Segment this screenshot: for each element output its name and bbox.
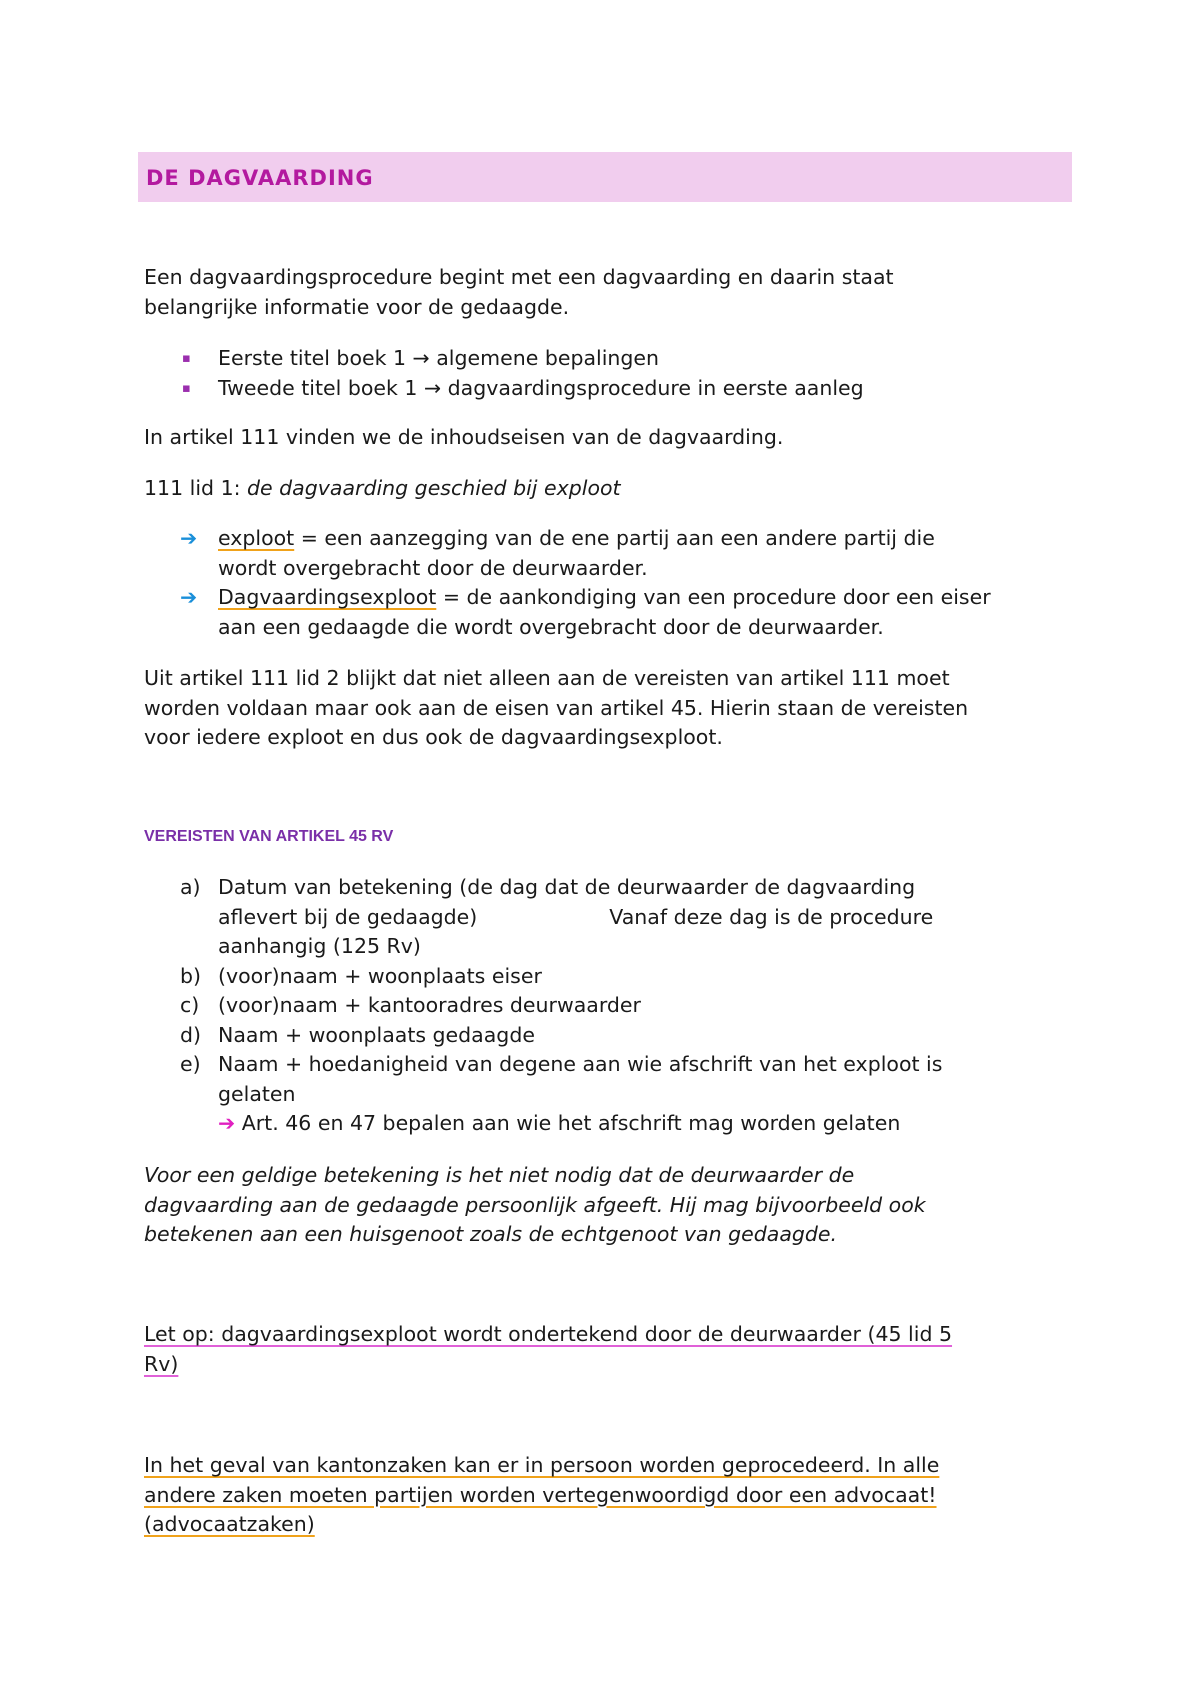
requirement-e-line-1: Naam + hoedanigheid van degene aan wie afschrift van het exploot is: [218, 1052, 943, 1076]
requirement-a-line-2b: Vanaf deze dag is de procedure: [609, 904, 934, 929]
let-op-line-1: Let op: dagvaardingsexploot wordt ondertekend door de deurwaarder (45 lid 5: [144, 1322, 953, 1346]
requirement-a-line-2a: aflevert bij de gedaagde): [218, 904, 478, 929]
list-item: [144, 524, 1064, 583]
lid-1-prefix: 111 lid 1:: [144, 476, 248, 500]
kanton-line-1: In het geval van kantonzaken kan er in persoon worden geprocedeerd. In alle: [144, 1453, 940, 1477]
definition-list: [144, 524, 1064, 642]
definition-text: = een aanzegging van de ene partij aan een andere partij die: [294, 526, 935, 550]
arrow-right-icon: ➔: [180, 526, 198, 550]
heading-band: [138, 152, 1072, 202]
list-item: [144, 344, 1064, 374]
requirement-e-line-2: gelaten: [218, 1081, 296, 1106]
kanton-paragraph: [144, 1451, 1064, 1540]
lid-1-paragraph: [144, 474, 1064, 504]
kanton-line-2: andere zaken moeten partijen worden vertegenwoordigd door een advocaat!: [144, 1482, 937, 1507]
article-111-paragraph: [144, 423, 1064, 453]
term-exploot: exploot: [218, 526, 295, 550]
requirement-a-line-1: Datum van betekening (de dag dat de deurwaarder de dagvaarding: [218, 875, 916, 899]
arrow-right-icon: ➔: [180, 585, 198, 609]
intro-line-1: Een dagvaardingsprocedure begint met een dagvaarding en daarin staat: [144, 265, 894, 289]
italic-note-line-3: betekenen aan een huisgenoot zoals de echtgenoot van gedaagde.: [144, 1222, 838, 1246]
lid-2-paragraph: [144, 664, 1064, 753]
let-op-line-2: Rv): [144, 1351, 179, 1376]
requirements-list: [144, 873, 1064, 1139]
lid-2-line-1: Uit artikel 111 lid 2 blijkt dat niet alleen aan de vereisten van artikel 111 moet: [144, 666, 950, 690]
italic-note-line-2: dagvaarding aan de gedaagde persoonlijk afgeeft. Hij mag bijvoorbeeld ook: [144, 1192, 926, 1217]
square-bullet-icon: ▪: [182, 380, 191, 396]
requirement-e-sub: Art. 46 en 47 bepalen aan wie het afschrift mag worden gelaten: [235, 1111, 901, 1135]
definition-text-line-2: aan een gedaagde die wordt overgebracht door de deurwaarder.: [218, 614, 884, 639]
list-marker: b): [180, 963, 202, 988]
square-bullet-icon: ▪: [182, 351, 191, 366]
article-111-text: In artikel 111 vinden we de inhoudseisen van de dagvaarding.: [144, 425, 784, 449]
intro-paragraph: [144, 263, 1064, 322]
list-item: [144, 374, 1064, 404]
let-op-paragraph: [144, 1320, 1064, 1379]
list-item: [144, 1050, 1064, 1139]
italic-note-line-1: Voor een geldige betekening is het niet nodig dat de deurwaarder de: [144, 1163, 855, 1187]
intro-line-2: belangrijke informatie voor de gedaagde.: [144, 294, 570, 319]
list-item: [144, 873, 1064, 962]
lid-1-italic: de dagvaarding geschied bij exploot: [247, 476, 621, 500]
definition-text-line-2: wordt overgebracht door de deurwaarder.: [218, 555, 648, 580]
requirement-c: (voor)naam + kantooradres deurwaarder: [218, 993, 641, 1017]
page-title: DE DAGVAARDING: [146, 166, 374, 190]
lid-2-line-3: voor iedere exploot en dus ook de dagvaardingsexploot.: [144, 725, 723, 749]
term-dagvaardingsexploot: Dagvaardingsexploot: [218, 585, 437, 609]
lid-2-line-2: worden voldaan maar ook aan de eisen van artikel 45. Hierin staan de vereisten: [144, 695, 969, 720]
requirement-d: Naam + woonplaats gedaagde: [218, 1022, 535, 1047]
list-item: [144, 583, 1064, 642]
bullet-list: [144, 344, 1064, 403]
section-subheading: VEREISTEN VAN ARTIKEL 45 RV: [144, 828, 394, 845]
list-item: [144, 1021, 1064, 1051]
list-marker: c): [180, 993, 200, 1017]
list-item: [144, 991, 1064, 1021]
italic-note: [144, 1161, 1064, 1250]
kanton-line-3: (advocaatzaken): [144, 1512, 315, 1536]
list-item: [144, 962, 1064, 992]
bullet-text: Tweede titel boek 1 → dagvaardingsprocedure in eerste aanleg: [218, 375, 864, 400]
definition-text: = de aankondiging van een procedure door een eiser: [436, 585, 991, 609]
list-marker: d): [180, 1022, 202, 1047]
list-marker: a): [180, 875, 201, 899]
requirement-b: (voor)naam + woonplaats eiser: [218, 963, 542, 988]
list-marker: e): [180, 1052, 201, 1076]
bullet-text: Eerste titel boek 1 → algemene bepalingen: [218, 346, 660, 370]
requirement-a-line-3: aanhangig (125 Rv): [218, 934, 421, 958]
arrow-right-icon: ➔: [218, 1111, 236, 1135]
